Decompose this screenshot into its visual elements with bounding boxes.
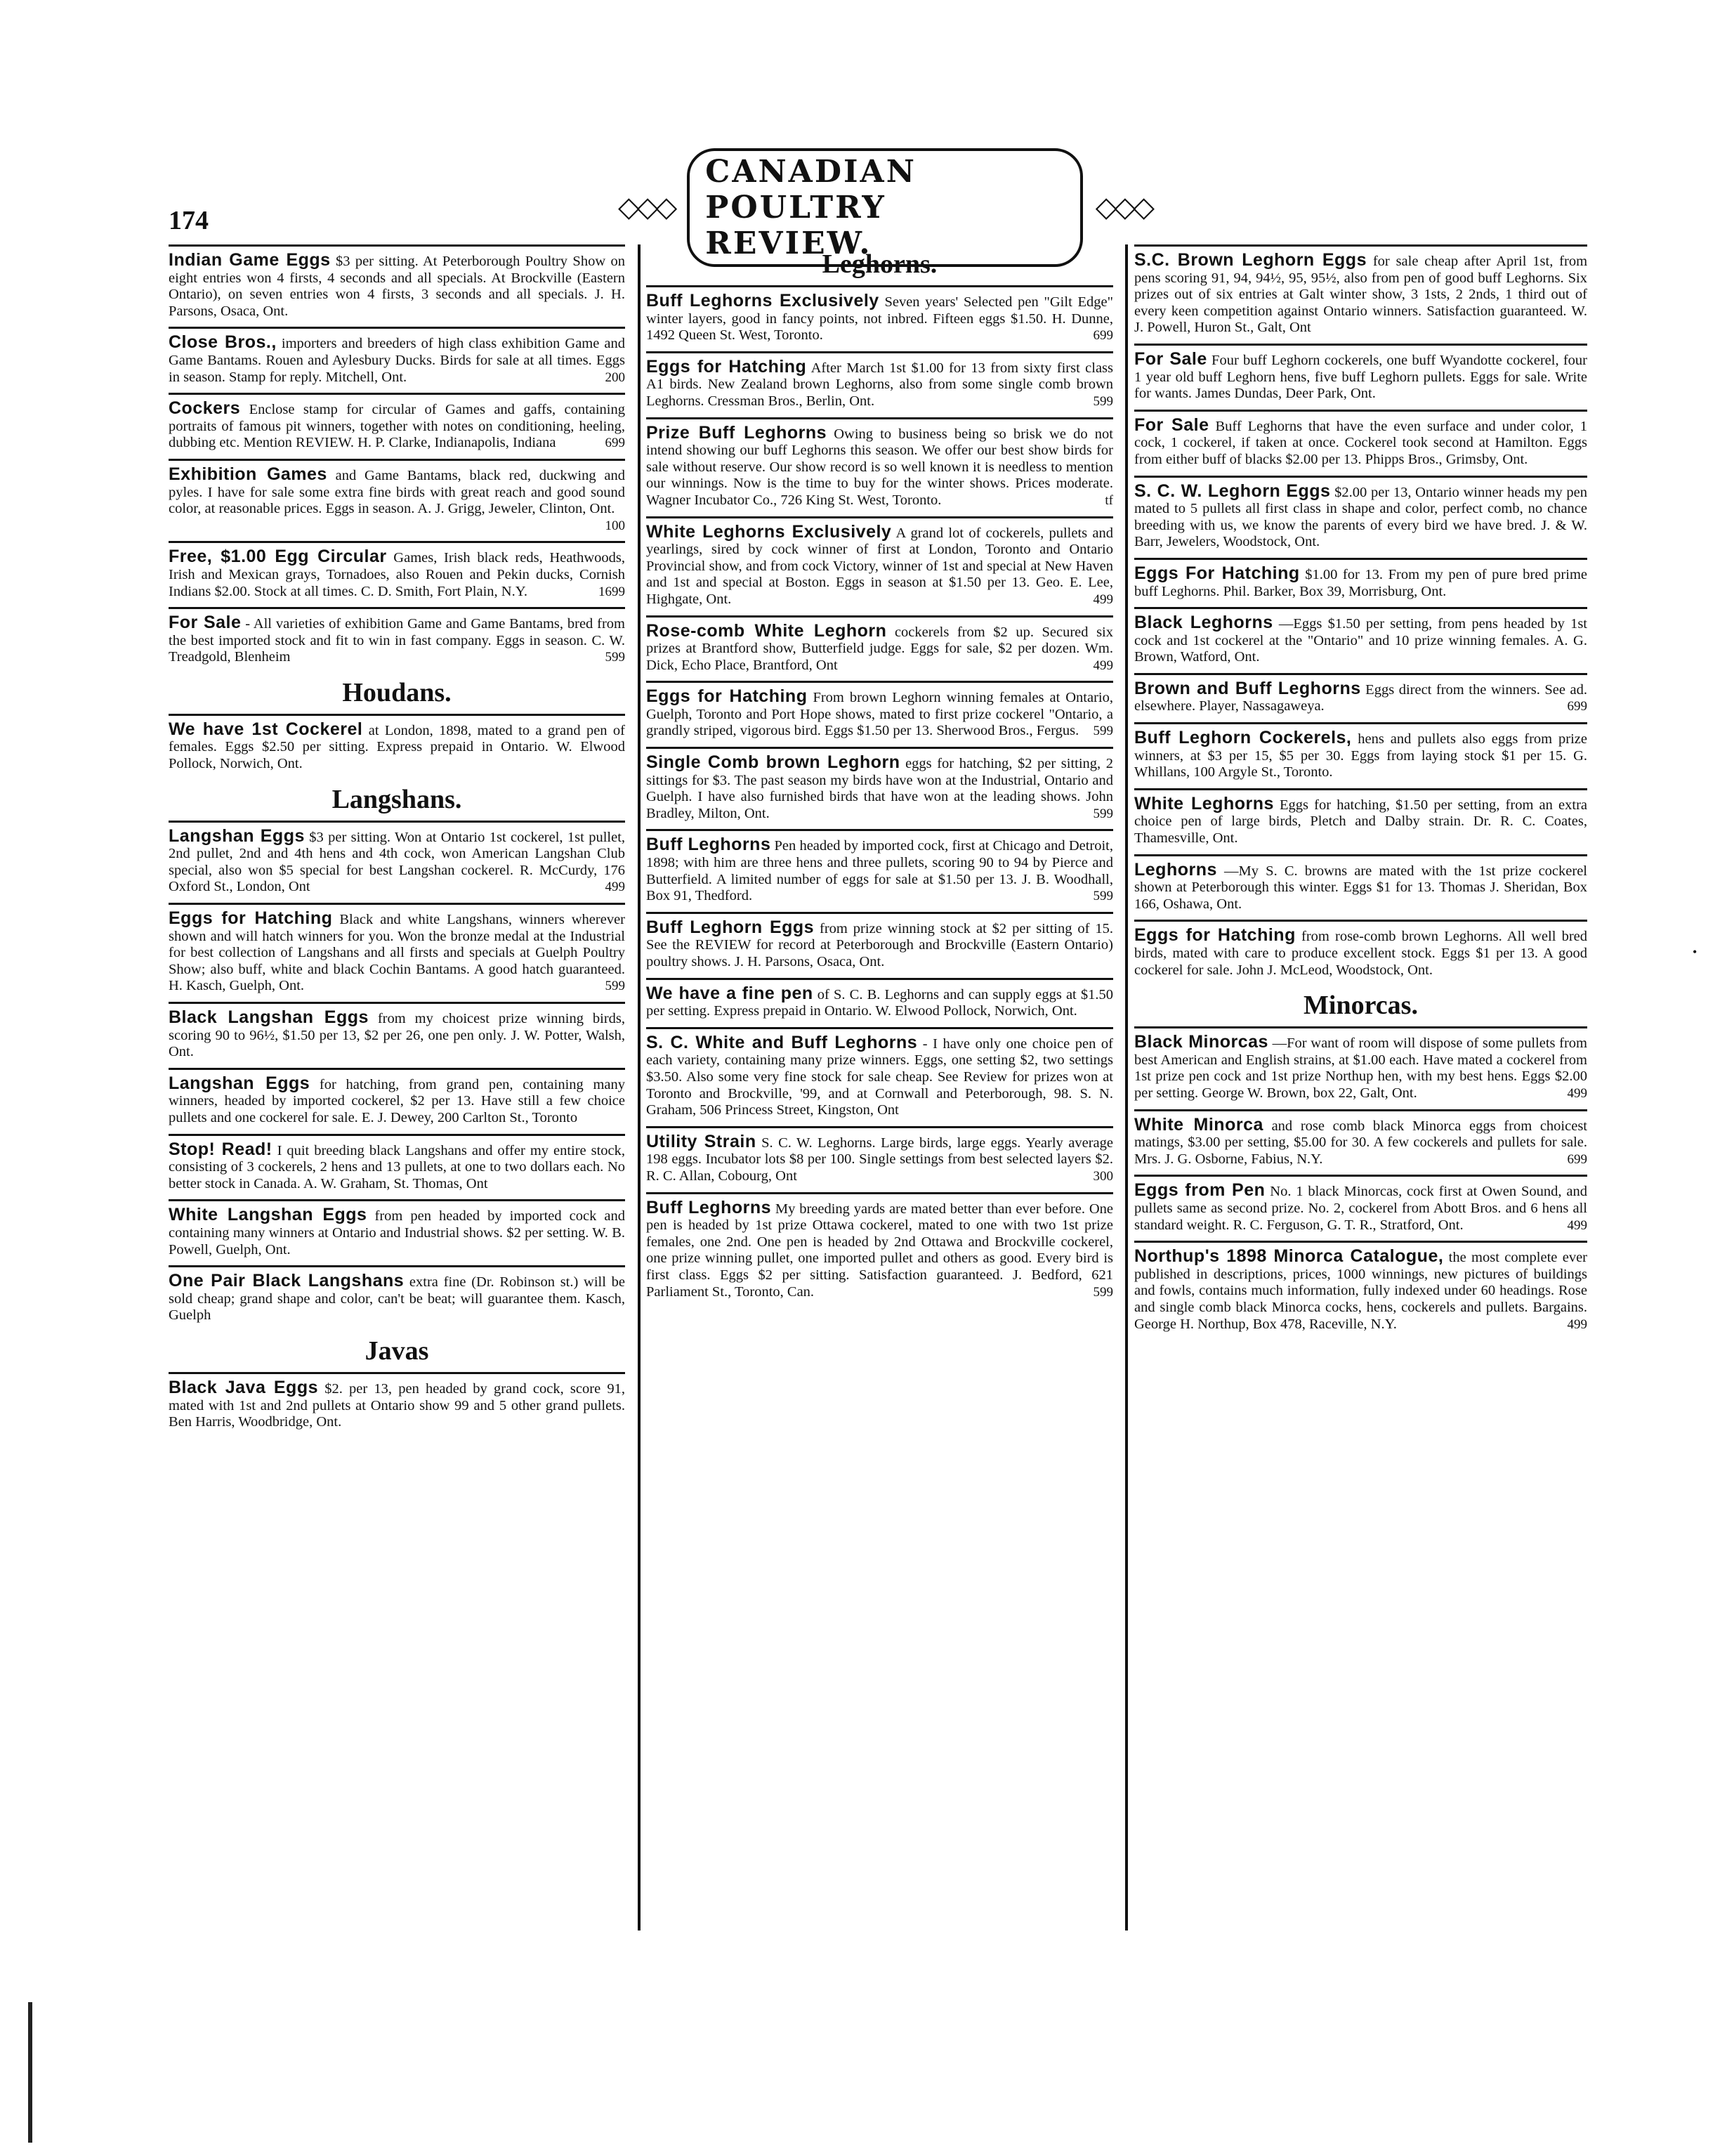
ad-body: Eggs for hatching, $1.50 per setting, from an extra choice pen of large birds, Pletch and Dalby strain. Dr. R. C. Coates, Thamesville, Ont. [1134, 797, 1587, 847]
ad-body: hens and pullets also eggs from prize winners, at $3 per 15, $5 per 30. Eggs from laying stock $1 per 15. G. Whillans, 100 Argyle St., Toronto. [1134, 731, 1587, 780]
ad-title: Langshan Eggs [169, 1073, 310, 1093]
ad-reference-number: 499 [1567, 1317, 1587, 1332]
ad-title: Utility Strain [646, 1131, 756, 1151]
ad-reference-number: 1699 [598, 584, 625, 599]
ad-reference-number: 599 [1093, 806, 1113, 821]
ad-reference-number: 100 [605, 518, 625, 533]
classified-ad [169, 903, 625, 1002]
ad-body: Seven years' Selected pen "Gilt Edge" winter layers, good in fancy points, not inbred. Fifteen eggs $1.50. H. Dunne, 1492 Queen St. West, Toronto. [646, 294, 1113, 344]
ad-body: Owing to business being so brisk we do not intend showing our buff Leghorns this season. We offer our best show birds for sale without reserve. Our show record is so well known it is needless to mention our winnings. Now is the time to buy for the winter shows. Prices moderate. Wagner Incubator Co., 726 King St. West, Toronto. [646, 426, 1113, 508]
ad-title: Black Leghorns [1134, 613, 1273, 633]
section-heading: Minorcas. [1304, 991, 1418, 1021]
ad-title: Free, $1.00 Egg Circular [169, 547, 387, 567]
ad-title: Eggs For Hatching [1134, 563, 1300, 583]
ad-title: Black Langshan Eggs [169, 1007, 369, 1027]
classified-ad [646, 747, 1113, 829]
classified-ad [646, 978, 1113, 1027]
classified-ad [169, 327, 625, 393]
ad-title: Cockers [169, 398, 241, 419]
right-ornament-icon: ◇◇◇ [1095, 191, 1152, 223]
classified-ad [169, 1265, 625, 1331]
ad-reference-number: 499 [1093, 592, 1113, 607]
ad-body: From brown Leghorn winning females at Ontario, Guelph, Toronto and Port Hope shows, mated to first prize cockerel "Ontario, a grandly striped, vigorous bird. Eggs $1.50 per 13. Sherwood Bros., Fergus. [646, 690, 1113, 739]
ad-body: $3 per sitting. At Peterborough Poultry Show on eight entries won 4 firsts, 4 seconds and all specials. At Brockville (Eastern Ontario), on seven entries won 4 firsts, 3 seconds and all specials. J. H. Parsons, Osaca, Ont. [169, 254, 625, 319]
section-heading: Javas [365, 1335, 429, 1366]
ad-body: Four buff Leghorn cockerels, one buff Wyandotte cockerel, four 1 year old buff Leghorn hens, five buff Leghorn pullets. Eggs for sale. Write for wants. James Dundas, Deer Park, Ont. [1134, 352, 1587, 402]
classified-ad [646, 1192, 1113, 1308]
ad-body: from prize winning stock at $2 per sitting of 15. See the REVIEW for record at Peterborough and Brockville (Eastern Ontario) poultry shows. J. H. Parsons, Osaca, Ont. [646, 920, 1113, 969]
ad-body: from my choicest prize winning birds, scoring 90 to 96½, $1.50 per 13, $2 per 26, one pen only. J. W. Potter, Walsh, Ont. [169, 1011, 625, 1060]
ad-body: eggs for hatching, $2 per sitting, 2 sittings for $3. The past season my birds have won at the Industrial, Ontario and Guelph. I have also furnished birds that have won at the leading shows. John Bradley, Milton, Ont. [646, 756, 1113, 821]
ad-body: Buff Leghorns that have the even surface and under color, 1 cock, 1 cockerel, if taken at once. Cockerel took second at Hamilton. Eggs from either buff of blacks $2.00 per 13. Phipps Bros., Grimsby, Ont. [1134, 418, 1587, 467]
classified-ad [646, 285, 1113, 351]
ad-title: Leghorns [1134, 859, 1217, 880]
ad-title: Single Comb brown Leghorn [646, 752, 900, 773]
ad-title: Langshan Eggs [169, 825, 305, 846]
ad-title: Eggs for Hatching [646, 686, 808, 707]
classified-ad [646, 1027, 1113, 1126]
classified-ad [169, 459, 625, 541]
ad-title: Eggs for Hatching [1134, 925, 1296, 946]
ad-title: Close Bros., [169, 332, 277, 353]
ad-body: $1.00 for 13. From my pen of pure bred prime buff Leghorns. Phil. Barker, Box 39, Morrisburg, Ont. [1134, 566, 1587, 599]
ad-title: Eggs for Hatching [646, 356, 807, 377]
ad-reference-number: 599 [1093, 1284, 1113, 1300]
classified-ad [169, 1068, 625, 1134]
ad-reference-number: 499 [605, 880, 625, 895]
section-heading: Leghorns. [822, 249, 938, 279]
ad-title: For Sale [1134, 348, 1207, 369]
ad-reference-number: 200 [605, 370, 625, 385]
ad-reference-number: 699 [1567, 1151, 1587, 1167]
ad-body: Black and white Langshans, winners wherever shown and will hatch winners for you. Won the bronze medal at the Industrial for best collection of Langshans and all firsts and specials at Guelph Poultry Show; also buff, white and black Cochin Bantams. A good hatch guaranteed. H. Kasch, Guelph, Ont. [169, 912, 625, 994]
classified-ad [646, 417, 1113, 516]
ad-body: —Eggs $1.50 per setting, from pens headed by 1st cock and 1st cockerel at the "Ontario" and 10 prize winning females. A. G. Brown, Watford, Ont. [1134, 616, 1587, 665]
classified-ad [1134, 1175, 1587, 1241]
ad-title: Buff Leghorns [646, 835, 771, 855]
ad-reference-number: 499 [1567, 1085, 1587, 1101]
ad-body: extra fine (Dr. Robinson st.) will be sold cheap; grand shape and color, can't be beat; will guarantee them. Kasch, Guelph [169, 1274, 625, 1324]
ad-reference-number: 599 [605, 650, 625, 665]
column-2 [646, 244, 1113, 1930]
ad-body: I quit breeding black Langshans and offer my entire stock, consisting of 3 cockerels, 2 hens and 13 pullets, at one to two dollars each. No better stock in Canada. A. W. Graham, St. Thomas, Ont [169, 1142, 625, 1191]
ad-body: $2. per 13, pen headed by grand cock, score 91, mated with 1st and 2nd pullets at Ontario show 99 and 5 other grand pullets. Ben Harris, Woodbridge, Ont. [169, 1380, 625, 1430]
ad-body: Enclose stamp for circular of Games and gaffs, containing portraits of famous pit winners, together with notes on conditioning, heeling, dubbing etc. Mention REVIEW. H. P. Clarke, Indianapolis, Indiana [169, 402, 625, 451]
ad-title: Brown and Buff Leghorns [1134, 678, 1361, 698]
ad-title: S. C. White and Buff Leghorns [646, 1032, 918, 1052]
ad-title: Rose-comb White Leghorn [646, 620, 887, 641]
margin-dot: • [1693, 945, 1698, 959]
classified-ad [169, 541, 625, 607]
classified-ad [646, 829, 1113, 911]
classified-ad [169, 244, 625, 327]
ad-title: S.C. Brown Leghorn Eggs [1134, 250, 1367, 270]
ad-body: $3 per sitting. Won at Ontario 1st cockerel, 1st pullet, 2nd pullet, 2nd and 4th hens and 4th cock, won American Langshan Club special, also won $5 special for best Langshan cockerel. R. McCurdy, 176 Oxford St., London, Ont [169, 829, 625, 895]
classified-ad [1134, 410, 1587, 476]
ad-title: Indian Game Eggs [169, 250, 331, 270]
ad-reference-number: 599 [605, 979, 625, 994]
classified-ad [169, 1199, 625, 1265]
ad-title: For Sale [169, 613, 242, 633]
classified-ad [646, 351, 1113, 417]
classified-ad [1134, 344, 1587, 410]
classified-ad [1134, 558, 1587, 607]
classified-ad [169, 607, 625, 673]
ad-title: White Minorca [1134, 1114, 1263, 1135]
ad-title: Exhibition Games [169, 464, 327, 484]
classified-ad [1134, 1241, 1587, 1340]
section-heading: Houdans. [342, 677, 452, 707]
classified-ad [646, 1126, 1113, 1192]
ad-reference-number: 599 [1093, 393, 1113, 409]
classified-ad [169, 1134, 625, 1200]
page-number: 174 [169, 206, 209, 235]
classified-ad [646, 681, 1113, 747]
classified-ad [169, 1002, 625, 1068]
ad-body: of S. C. B. Leghorns and can supply eggs at $1.50 per setting. Express prepaid in Ontario. W. Elwood Pollock, Norwich, Ont. [646, 986, 1113, 1019]
classified-ad [169, 393, 625, 459]
ad-title: Buff Leghorn Cockerels, [1134, 728, 1352, 748]
classified-ad [1134, 673, 1587, 722]
ad-title: Stop! Read! [169, 1139, 272, 1159]
classified-ad [1134, 1109, 1587, 1175]
ad-reference-number: 599 [1093, 724, 1113, 739]
ad-body: Games, Irish black reds, Heathwoods, Irish and Mexican grays, Tornadoes, also Rouen and Pekin ducks, Cornish Indians $2.00. Stock at all times. C. D. Smith, Fort Plain, N.Y. [169, 550, 625, 599]
ad-reference-number: 499 [1567, 1217, 1587, 1233]
ad-title: White Leghorns [1134, 793, 1274, 814]
ad-body: from rose-comb brown Leghorns. All well bred birds, mated with care to produce excellent stock. Eggs $1 per 13. A good cockerel for sale. John J. McLeod, Woodstock, Ont. [1134, 929, 1587, 978]
left-ornament-icon: ◇◇◇ [618, 191, 675, 223]
classified-ad [169, 821, 625, 903]
ad-reference-number: 499 [1093, 658, 1113, 673]
ad-body: A grand lot of cockerels, pullets and yearlings, sired by cock winner of first at London, Toronto and Ontario Provincial show, and from cock Victory, winner of 1st and special at New Haven and 1st and special at Boston. Eggs in season at $1.50 per 13. Geo. E. Lee, Highgate, Ont. [646, 525, 1113, 607]
ad-body: —For want of room will dispose of some pullets from best American and English strains, at $1.00 each. Have mated a cockerel from 1st prize pen cock and 1st prize Northup hen, with my best hens. Eggs $2.00 per setting. George W. Brown, box 22, Galt, Ont. [1134, 1035, 1587, 1101]
ad-body: and Game Bantams, black red, duckwing and pyles. I have for sale some extra fine birds with great reach and good sound color, at reasonable prices. Eggs in season. A. J. Grigg, Jeweler, Clinton, Ont. [169, 467, 625, 517]
masthead-title: CANADIAN POULTRY REVIEW. [687, 148, 1082, 267]
ad-body: - All varieties of exhibition Game and Game Bantams, bred from the best imported stock and fit to win in fast company. Eggs in season. C. W. Treadgold, Blenheim [169, 616, 625, 665]
ad-reference-number: 599 [1093, 889, 1113, 904]
ad-reference-number: 699 [1093, 328, 1113, 344]
masthead [618, 153, 1152, 261]
classified-ad [646, 912, 1113, 978]
ad-body: S. C. W. Leghorns. Large birds, large eggs. Yearly average 198 eggs. Incubator lots $8 per 100. Single settings from best selected layers $2. R. C. Allan, Cobourg, Ont [646, 1135, 1113, 1184]
ad-reference-number: 699 [1567, 699, 1587, 714]
ad-body: —My S. C. browns are mated with the 1st prize cockerel shown at Peterborough this winter. Eggs $1 for 13. Thomas J. Sheridan, Box 166, Oshawa, Ont. [1134, 863, 1587, 912]
ad-body: the most complete ever published in descriptions, prices, 1000 winnings, new pictures of buildings and fowls, contains much information, fully indexed under 60 headings. Rose and single comb black Minorca cocks, hens, cockerels and pullets. Bargains. George H. Northup, Box 478, Raceville, N.Y. [1134, 1250, 1587, 1332]
classified-ad [1134, 854, 1587, 920]
classified-ad [1134, 722, 1587, 788]
classified-ad [1134, 920, 1587, 986]
column-3 [1134, 244, 1587, 1930]
ad-body: After March 1st $1.00 for 13 from sixty first class A1 birds. New Zealand brown Leghorns, also from some single comb brown Leghorns. Cressman Bros., Berlin, Ont. [646, 360, 1113, 409]
ad-title: One Pair Black Langshans [169, 1271, 405, 1291]
ad-body: No. 1 black Minorcas, cock first at Owen Sound, and pullets same as second prize. No. 2, cockerel from Abott Bros. and 6 hens all standard weight. R. C. Ferguson, G. T. R., Stratford, Ont. [1134, 1184, 1587, 1233]
ad-body: cockerels from $2 up. Secured six prizes at Brantford show, Butterfield judge. Eggs for sale, $2 per dozen. Wm. Dick, Echo Place, Brantford, Ont [646, 624, 1113, 673]
ad-title: We have a fine pen [646, 983, 813, 1003]
ad-title: Black Minorcas [1134, 1032, 1268, 1052]
ad-reference-number: 699 [605, 436, 625, 451]
classified-ad [1134, 476, 1587, 558]
ad-title: Prize Buff Leghorns [646, 422, 827, 443]
classified-ad [1134, 244, 1587, 344]
column-divider [638, 244, 641, 1930]
ad-title: S. C. W. Leghorn Eggs [1134, 481, 1331, 501]
ad-title: White Langshan Eggs [169, 1205, 367, 1225]
ad-title: For Sale [1134, 414, 1209, 435]
ad-body: at London, 1898, mated to a grand pen of females. Eggs $2.50 per sitting. Express prepaid in Ontario. W. Elwood Pollock, Norwich, Ont. [169, 722, 625, 772]
ad-body: for hatching, from grand pen, containing many winners, headed by imported cockerel, $2 per 13. Have still a few choice pullets and one cockerel for sale. E. J. Dewey, 200 Carlton St., Toronto [169, 1076, 625, 1125]
ad-body: Pen headed by imported cock, first at Chicago and Detroit, 1898; with him are three hens and three pullets, scoring 90 to 94 by Pierce and Butterfield. A limited number of eggs for sale at $1.50 per 13. J. B. Woodhall, Box 91, Thedford. [646, 838, 1113, 904]
ad-body: My breeding yards are mated better than ever before. One pen is headed by 1st prize Ottawa cockerel, mated to one with two 1st prize females, one 2nd. One pen is headed by 2nd Ottawa and Brockville cockerel, one prize winning pullet, one imported pullet and others as good. Every bird is first class. Eggs $2 per sitting. Satisfaction guaranteed. J. Bedford, 621 Parliament St., Toronto, Can. [646, 1201, 1113, 1300]
classified-ad [1134, 1026, 1587, 1109]
ad-body: and rose comb black Minorca eggs from choicest matings, $3.00 per setting, $5.00 for 30. A few cockerels and pullets for sale. Mrs. J. G. Osborne, Fabius, N.Y. [1134, 1118, 1587, 1167]
column-divider [1125, 244, 1128, 1930]
ad-columns [169, 244, 1587, 1930]
ad-body: for sale cheap after April 1st, from pens scoring 91, 94, 94½, 95, 95½, also from pen of good buff Leghorns. Six prizes out of six entries at Galt winter show, 3 1sts, 2 2nds, 1 third out of every keen competition against Ontario winners. Satisfaction guaranteed. W. J. Powell, Huron St., Galt, Ont [1134, 254, 1587, 336]
classified-ad [169, 1372, 625, 1438]
ad-body: from pen headed by imported cock and containing many winners at Ontario and Industrial shows. $2 per setting. W. B. Powell, Guelph, Ont. [169, 1208, 625, 1257]
classified-ad [1134, 788, 1587, 854]
ad-title: Eggs from Pen [1134, 1180, 1266, 1201]
ad-reference-number: 300 [1093, 1168, 1113, 1184]
ad-title: Eggs for Hatching [169, 908, 333, 929]
column-1 [169, 244, 625, 1930]
ad-reference-number: tf [1105, 492, 1113, 508]
ad-title: Northup's 1898 Minorca Catalogue, [1134, 1246, 1444, 1267]
classified-ad [646, 615, 1113, 681]
ad-body: - I have only one choice pen of each variety, containing many prize winners. Eggs, one setting $2, two settings $3.50. Also some very fine stock for sale cheap. See Review for prizes won at Toronto and Brockville, '99, and at Cornwall and Peterborough, 98. S. N. Graham, 506 Princess Street, Kingston, Ont [646, 1035, 1113, 1118]
section-heading: Langshans. [331, 784, 462, 814]
ad-title: We have 1st Cockerel [169, 719, 363, 739]
ad-title: Buff Leghorns [646, 1197, 772, 1217]
classified-ad [1134, 607, 1587, 673]
ad-body: Eggs direct from the winners. See ad. elsewhere. Player, Nassagaweya. [1134, 681, 1587, 714]
ad-body: importers and breeders of high class exhibition Game and Game Bantams. Rouen and Aylesbury Ducks. Birds for sale at all times. Eggs in season. Stamp for reply. Mitchell, Ont. [169, 336, 625, 385]
ad-title: White Leghorns Exclusively [646, 521, 892, 542]
classified-ad [169, 714, 625, 780]
ad-title: Buff Leghorn Eggs [646, 917, 815, 937]
scan-edge-mark [28, 2002, 32, 2143]
ad-body: $2.00 per 13, Ontario winner heads my pen mated to 5 pullets all first class in shape and color, perfect comb, no chance breeding with us, we know the parents of every bird we have bred. J. & W. Barr, Jewelers, Woodstock, Ont. [1134, 484, 1587, 550]
classified-ad [646, 516, 1113, 615]
ad-title: Buff Leghorns Exclusively [646, 291, 879, 311]
ad-title: Black Java Eggs [169, 1377, 318, 1397]
